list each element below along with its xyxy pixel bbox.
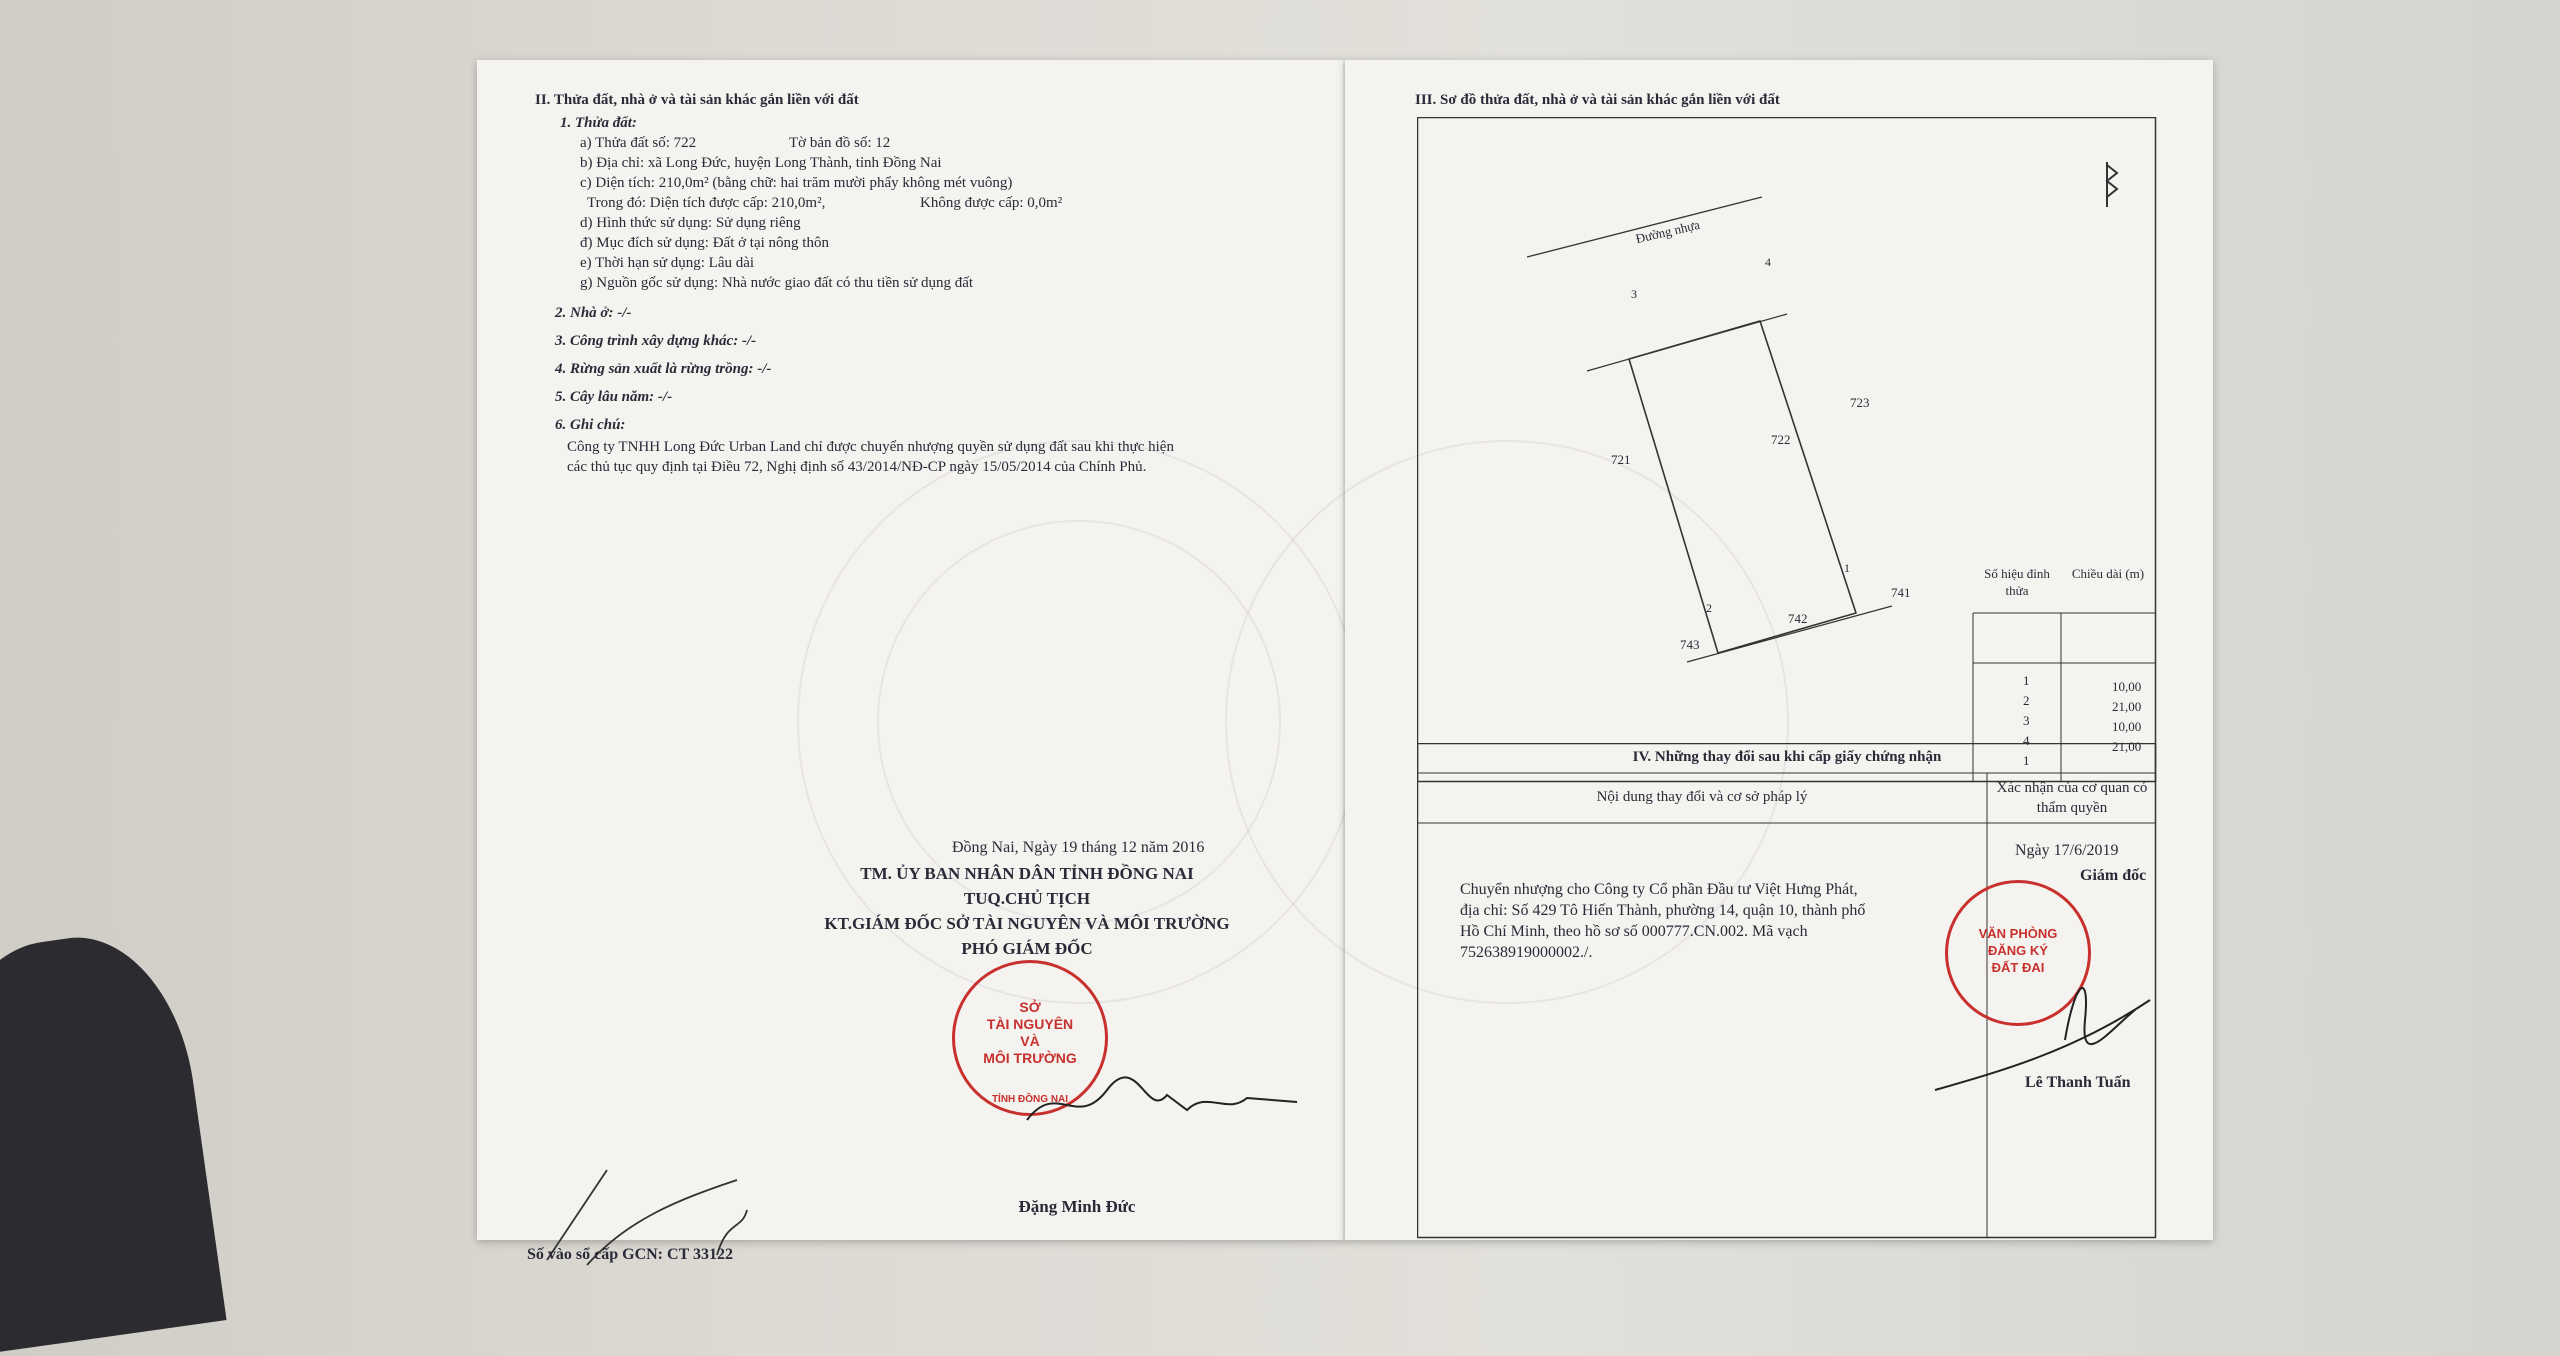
stamp-ring-text: TỈNH ĐỒNG NAI	[991, 1094, 1069, 1105]
dim-header-point: Số hiệu đỉnh thửa	[1984, 566, 2050, 598]
item-map-sheet: Tờ bản đồ số: 12	[789, 135, 891, 151]
stamp-line: TÀI NGUYÊN	[986, 1016, 1074, 1032]
signature-left	[1017, 1060, 1307, 1140]
section3-title: III. Sơ đồ thửa đất, nhà ở và tài sản khác gắn liền với đất	[1415, 92, 1780, 108]
certificate-number: Số vào sổ cấp GCN: CT 33122	[527, 1246, 733, 1263]
section4-title: IV. Những thay đổi sau khi cấp giấy chứng nhận	[1632, 749, 1942, 765]
background-fabric	[0, 924, 227, 1356]
certificate-right-page	[1345, 60, 2213, 1240]
item-other-works: 3. Công trình xây dựng khác: -/-	[555, 333, 757, 349]
road-edge-line	[1527, 197, 1762, 257]
dim-row-len: 10,00	[2112, 679, 2142, 694]
dim-row-pt: 3	[2023, 713, 2030, 728]
item-address: b) Địa chỉ: xã Long Đức, huyện Long Thành, tỉnh Đồng Nai	[580, 155, 942, 171]
item-house: 2. Nhà ở: -/-	[555, 305, 632, 321]
dim-row-len: 21,00	[2112, 699, 2142, 714]
stamp-line: VĂN PHÒNG	[1978, 926, 2058, 941]
section-title: II. Thửa đất, nhà ở và tài sản khác gắn liền với đất	[535, 92, 859, 108]
point-2: 2	[1706, 601, 1712, 615]
stamp-line: SỞ	[1019, 999, 1041, 1015]
changes-col2-header: Xác nhận của cơ quan có thẩm quyền	[1996, 780, 2148, 816]
stamp-line: ĐĂNG KÝ	[1988, 943, 2048, 958]
stamp-line: MÔI TRƯỜNG	[983, 1050, 1077, 1066]
confirm-title: Giám đốc	[2080, 867, 2147, 884]
stamp-line: ĐẤT ĐAI	[1991, 960, 2045, 975]
org-line-2: TUQ.CHỦ TỊCH	[963, 889, 1091, 908]
neighbor-742: 742	[1788, 611, 1808, 626]
certificate-left-page	[477, 60, 1345, 1263]
dim-header-length: Chiều dài (m)	[2071, 566, 2145, 581]
item-forest: 4. Rừng sản xuất là rừng trồng: -/-	[555, 361, 772, 377]
note-line-1: Công ty TNHH Long Đức Urban Land chỉ được chuyển nhượng quyền sử dụng đất sau khi thực hiện	[567, 439, 1174, 455]
item-note-heading: 6. Ghi chú:	[555, 417, 626, 433]
neighbor-743: 743	[1680, 637, 1700, 652]
neighbor-721: 721	[1611, 452, 1631, 467]
org-line-1: TM. ỦY BAN NHÂN DÂN TỈNH ĐỒNG NAI	[860, 864, 1194, 883]
dim-row-pt: 1	[2023, 753, 2030, 768]
dim-row-len: 21,00	[2112, 739, 2142, 754]
item-parcel-heading: 1. Thửa đất:	[560, 115, 637, 131]
north-arrow-icon	[2107, 162, 2117, 207]
item-use-term: e) Thời hạn sử dụng: Lâu dài	[580, 255, 755, 271]
item-perennial: 5. Cây lâu năm: -/-	[555, 389, 673, 405]
point-3: 3	[1631, 287, 1637, 301]
point-1: 1	[1844, 561, 1850, 575]
stamp-center	[955, 999, 1105, 1067]
change-line-2: địa chỉ: Số 429 Tô Hiến Thành, phường 14, quận 10, thành phố	[1460, 902, 1866, 919]
confirm-signer: Lê Thanh Tuấn	[2025, 1074, 2131, 1091]
note-line-2: các thủ tục quy định tại Điều 72, Nghị định số 43/2014/NĐ-CP ngày 15/05/2014 của Chính Phủ.	[567, 459, 1147, 475]
item-area-not-granted: Không được cấp: 0,0m²	[920, 195, 1063, 211]
issue-date: Đồng Nai, Ngày 19 tháng 12 năm 2016	[952, 839, 1205, 856]
change-line-4: 752638919000002./.	[1460, 944, 1593, 961]
change-line-3: Hồ Chí Minh, theo hồ sơ số 000777.CN.002. Mã vạch	[1460, 923, 1808, 940]
change-line-1: Chuyển nhượng cho Công ty Cổ phần Đầu tư Việt Hưng Phát,	[1460, 881, 1858, 898]
signer-name: Đặng Minh Đức	[1018, 1197, 1136, 1216]
confirm-date: Ngày 17/6/2019	[2015, 842, 2119, 859]
dim-row-pt: 4	[2023, 733, 2030, 748]
parcel-map	[1417, 117, 2157, 787]
item-area-granted: Trong đó: Diện tích được cấp: 210,0m²,	[587, 195, 826, 211]
stamp-line: VÀ	[1020, 1033, 1040, 1049]
dim-row-pt: 1	[2023, 673, 2030, 688]
dim-row-pt: 2	[2023, 693, 2030, 708]
neighbor-741: 741	[1891, 585, 1911, 600]
parcel-label: 722	[1771, 432, 1791, 447]
item-use-purpose: đ) Mục đích sử dụng: Đất ở tại nông thôn	[580, 235, 829, 251]
road-label: Đường nhựa	[1634, 216, 1702, 247]
parcel-outline	[1629, 321, 1856, 653]
item-use-origin: g) Nguồn gốc sử dụng: Nhà nước giao đất có thu tiền sử dụng đất	[580, 275, 974, 291]
item-parcel-number: a) Thửa đất số: 722	[580, 135, 697, 151]
road-line	[1587, 314, 1787, 371]
changes-col1-header: Nội dung thay đổi và cơ sở pháp lý	[1596, 789, 1808, 805]
dim-row-len: 10,00	[2112, 719, 2142, 734]
point-4: 4	[1765, 255, 1771, 269]
item-area: c) Diện tích: 210,0m² (bằng chữ: hai trăm mười phẩy không mét vuông)	[580, 175, 1013, 191]
neighbor-723: 723	[1850, 395, 1870, 410]
item-use-form: d) Hình thức sử dụng: Sử dụng riêng	[580, 215, 801, 231]
org-line-4: PHÓ GIÁM ĐỐC	[961, 939, 1093, 958]
org-line-3: KT.GIÁM ĐỐC SỞ TÀI NGUYÊN VÀ MÔI TRƯỜNG	[824, 914, 1230, 933]
